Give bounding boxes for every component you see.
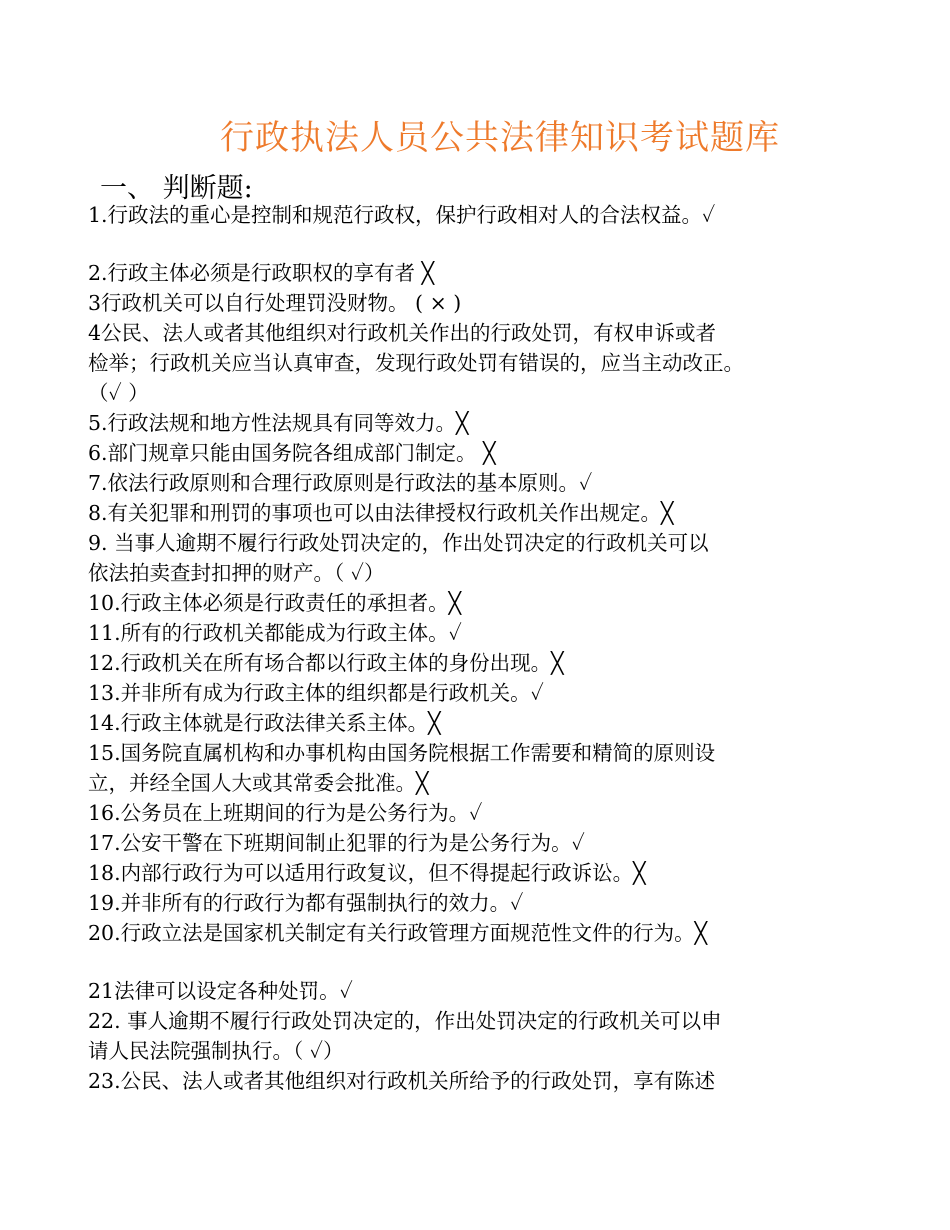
question-line: 14.行政主体就是行政法律关系主体。╳ [88, 711, 441, 735]
question-line: 1.行政法的重心是控制和规范行政权，保护行政相对人的合法权益。✓ [88, 203, 716, 227]
question-line: 17.公安干警在下班期间制止犯罪的行为是公务行为。✓ [88, 831, 585, 855]
question-line: 检举；行政机关应当认真审查，发现行政处罚有错误的，应当主动改正。 [88, 351, 744, 375]
section-heading: 一、 判断题: [100, 173, 253, 204]
question-line: 请人民法院强制执行。（ ✓） [88, 1039, 344, 1063]
question-line: 4公民、法人或者其他组织对行政机关作出的行政处罚，有权申诉或者 [88, 321, 717, 345]
question-line: 8.有关犯罪和刑罚的事项也可以由法律授权行政机关作出规定。╳ [88, 501, 674, 525]
question-list [88, 200, 868, 1096]
question-line: （✓ ） [88, 381, 149, 405]
question-line: 18.内部行政行为可以适用行政复议，但不得提起行政诉讼。╳ [88, 861, 646, 885]
question-line: 3行政机关可以自行处理罚没财物。 ( × ) [88, 291, 462, 315]
question-line: 16.公务员在上班期间的行为是公务行为。✓ [88, 801, 483, 825]
question-line: 13.并非所有成为行政主体的组织都是行政机关。✓ [88, 681, 544, 705]
question-line: 10.行政主体必须是行政责任的承担者。╳ [88, 591, 461, 615]
blank-line [88, 230, 868, 258]
question-line: 立，并经全国人大或其常委会批准。╳ [88, 771, 429, 795]
document-title: 行政执法人员公共法律知识考试题库 [220, 118, 780, 158]
question-line: 5.行政法规和地方性法规具有同等效力。╳ [88, 411, 469, 435]
question-line: 19.并非所有的行政行为都有强制执行的效力。✓ [88, 891, 524, 915]
question-line: 2.行政主体必须是行政职权的享有者 ╳ [88, 261, 434, 285]
question-line: 21法律可以设定各种处罚。✓ [88, 979, 353, 1003]
blank-line [88, 948, 868, 976]
question-line: 22. 事人逾期不履行行政处罚决定的，作出处罚决定的行政机关可以申 [88, 1009, 722, 1033]
question-line: 11.所有的行政机关都能成为行政主体。✓ [88, 621, 462, 645]
question-line: 23.公民、法人或者其他组织对行政机关所给予的行政处罚，享有陈述 [88, 1069, 716, 1093]
question-line: 6.部门规章只能由国务院各组成部门制定。 ╳ [88, 441, 496, 465]
question-line: 7.依法行政原则和合理行政原则是行政法的基本原则。✓ [88, 471, 593, 495]
question-line: 12.行政机关在所有场合都以行政主体的身份出现。╳ [88, 651, 564, 675]
question-line: 20.行政立法是国家机关制定有关行政管理方面规范性文件的行为。╳ [88, 921, 707, 945]
question-line: 依法拍卖查封扣押的财产。（ ✓） [88, 561, 385, 585]
question-line: 15.国务院直属机构和办事机构由国务院根据工作需要和精简的原则设 [88, 741, 716, 765]
question-line: 9. 当事人逾期不履行行政处罚决定的，作出处罚决定的行政机关可以 [88, 531, 709, 555]
